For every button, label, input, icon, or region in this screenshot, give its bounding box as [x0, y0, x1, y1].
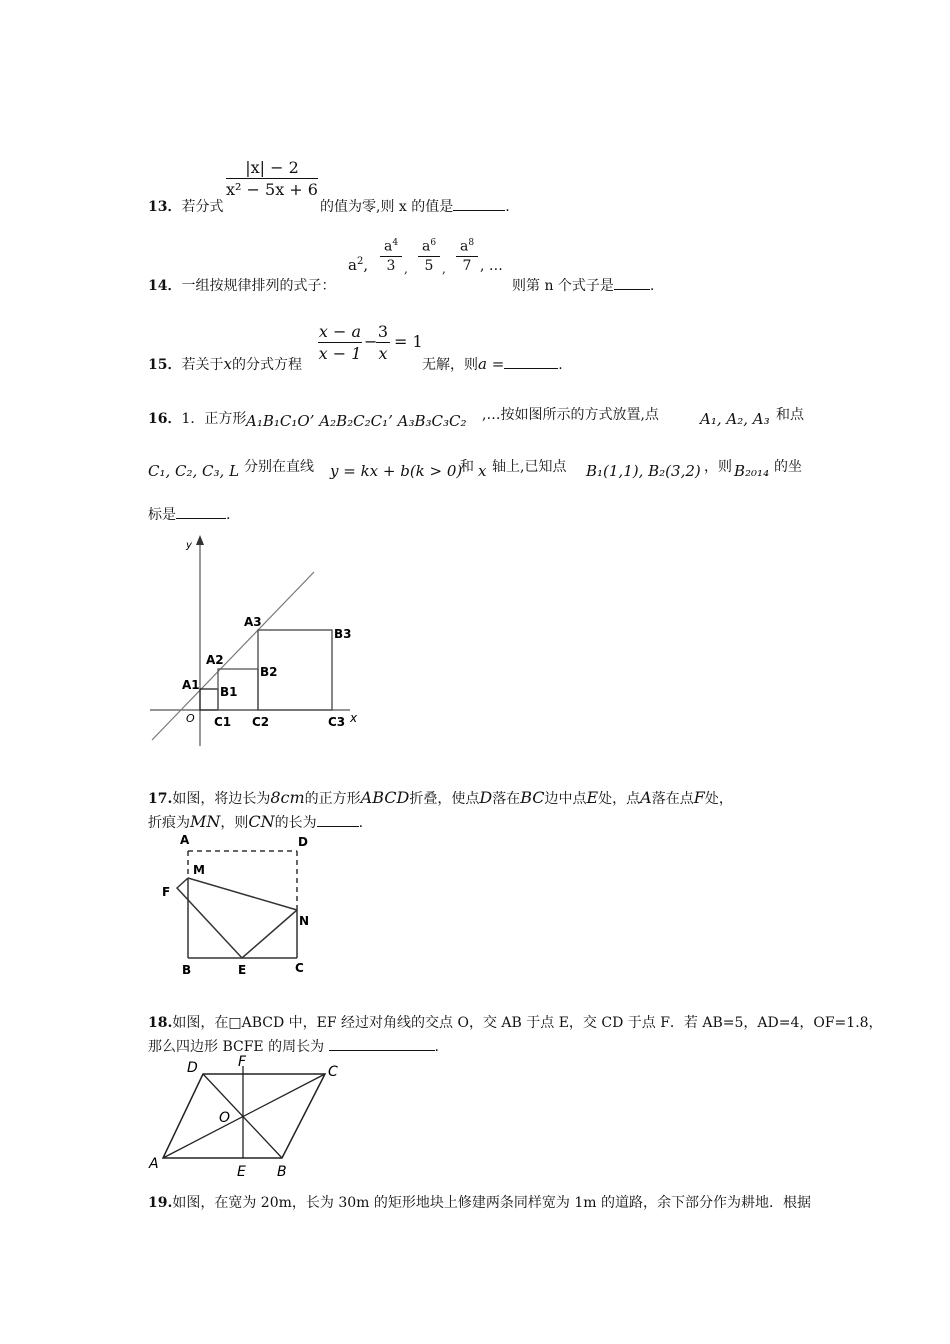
fig16-label-C1: C1	[214, 715, 232, 729]
fig16-label-B2: B2	[260, 665, 278, 679]
q16-number: 16．	[148, 411, 182, 427]
q18-text-2: 那么四边形 BCFE 的周长为	[148, 1039, 325, 1055]
q16-text-7: ，则	[704, 459, 732, 475]
figure-18-parallelogram	[145, 1052, 355, 1180]
q14-text-pre: 一组按规律排列的式子：	[181, 278, 336, 294]
fig18-label-O: O	[219, 1110, 231, 1126]
q17-answer-blank[interactable]	[317, 812, 359, 827]
fig18-label-D: D	[187, 1060, 198, 1076]
fig16-label-A2: A2	[206, 653, 224, 667]
fig17-label-M: M	[193, 863, 205, 877]
q16-known-points: B₁(1,1), B₂(3,2)	[586, 462, 701, 480]
q14-term-3: $a^6$ 5	[418, 238, 440, 274]
q15-text-mid: 的分式方程	[231, 357, 302, 373]
q15-var-a: a =	[478, 355, 505, 373]
q19-number: 19.	[148, 1195, 173, 1211]
q16-text-6: 轴上,已知点	[492, 459, 567, 475]
q14-answer-blank[interactable]	[614, 275, 650, 290]
figure-17-folded-square	[155, 830, 325, 980]
q15-equals: = 1	[394, 332, 423, 351]
fig16-label-B3: B3	[334, 627, 352, 641]
fig16-label-A3: A3	[244, 615, 262, 629]
q15-text-post: 无解，则	[422, 357, 478, 373]
q16-answer-blank[interactable]	[176, 504, 226, 519]
fig17-label-A: A	[180, 833, 190, 847]
q16-text-9: 标是	[148, 507, 176, 523]
q14-ellipsis: …	[488, 258, 503, 274]
q18-text-1: 如图，在□ABCD 中，EF 经过对角线的交点 O，交 AB 于点 E，交 CD 于点 F．若 AB=5，AD=4，OF=1.8，	[172, 1015, 883, 1031]
fig17-label-C: C	[295, 961, 304, 975]
q15-var-x: x	[223, 355, 232, 373]
q16-text-2: ,…按如图所示的方式放置,点	[482, 407, 659, 423]
q14-text-post: 则第 n 个式子是	[512, 278, 614, 294]
q15-text-pre: 若关于	[181, 357, 224, 373]
q18-number: 18.	[148, 1015, 173, 1031]
q19-text-1: 如图，在宽为 20m，长为 30m 的矩形地块上修建两条同样宽为 1m 的道路，余下部分作为耕地．根据	[172, 1195, 811, 1211]
q14-term-1: $a^2$,	[348, 256, 369, 274]
q13-answer-blank[interactable]	[453, 196, 505, 211]
q14-number: 14．	[148, 278, 182, 294]
fig18-label-B: B	[277, 1164, 287, 1180]
q16-text-4: 分别在直线	[244, 459, 314, 475]
q16-text-5: 和	[460, 459, 474, 475]
q16-var-x: x	[478, 462, 487, 480]
fig17-label-N: N	[299, 914, 310, 928]
q13-text-pre: 若分式	[181, 199, 224, 215]
fig17-label-E: E	[238, 963, 247, 977]
q16-text-1: 1．正方形	[181, 411, 247, 427]
q15-frac-left: x − a x − 1	[318, 322, 362, 363]
q16-text-3: 和点	[776, 407, 804, 423]
q18-answer-blank[interactable]	[329, 1036, 435, 1051]
fig16-label-A1: A1	[182, 678, 200, 692]
q17-number: 17.	[148, 791, 173, 807]
q16-text-8: 的坐	[774, 459, 802, 475]
q13-end: .	[505, 199, 510, 215]
q14-term-4: $a^8$ 7	[456, 238, 478, 274]
q15-frac-right: 3 x	[377, 322, 389, 363]
q16-target-point: B₂₀₁₄	[734, 462, 770, 480]
q13-text-post: 的值为零,则 x 的值是	[320, 199, 454, 215]
fig16-label-C2: C2	[252, 715, 270, 729]
q16-squares: A₁B₁C₁O’ A₂B₂C₂C₁’ A₃B₃C₃C₂	[246, 412, 467, 430]
q14-term-2: $a^4$ 3	[380, 238, 402, 274]
q15-answer-blank[interactable]	[504, 354, 558, 369]
figure-16-squares-on-line	[140, 530, 380, 760]
fig16-origin-label: O	[186, 712, 195, 725]
q13-numerator: |x| − 2	[245, 158, 299, 177]
fig17-label-D: D	[298, 835, 308, 849]
fig18-label-E: E	[237, 1164, 246, 1180]
fig16-label-C3: C3	[328, 715, 346, 729]
fig18-label-C: C	[328, 1064, 338, 1080]
q13-denominator: x² − 5x + 6	[226, 180, 318, 199]
fig18-label-A: A	[149, 1156, 159, 1172]
fig17-label-F: F	[162, 885, 171, 899]
q13-number: 13．	[148, 199, 182, 215]
q16-points-a: A₁, A₂, A₃	[700, 410, 770, 428]
fig16-x-label: x	[350, 711, 358, 725]
q16-line-equation: y = kx + b(k > 0)	[330, 462, 463, 480]
fig16-label-B1: B1	[220, 685, 238, 699]
fig16-y-label: y	[186, 540, 192, 551]
q13-fraction	[226, 158, 318, 199]
fig18-label-F: F	[238, 1054, 247, 1070]
q16-points-c: C₁, C₂, C₃, L	[148, 462, 240, 480]
q15-minus: −	[364, 332, 378, 351]
fig17-label-B: B	[182, 963, 192, 977]
q15-number: 15．	[148, 357, 182, 373]
